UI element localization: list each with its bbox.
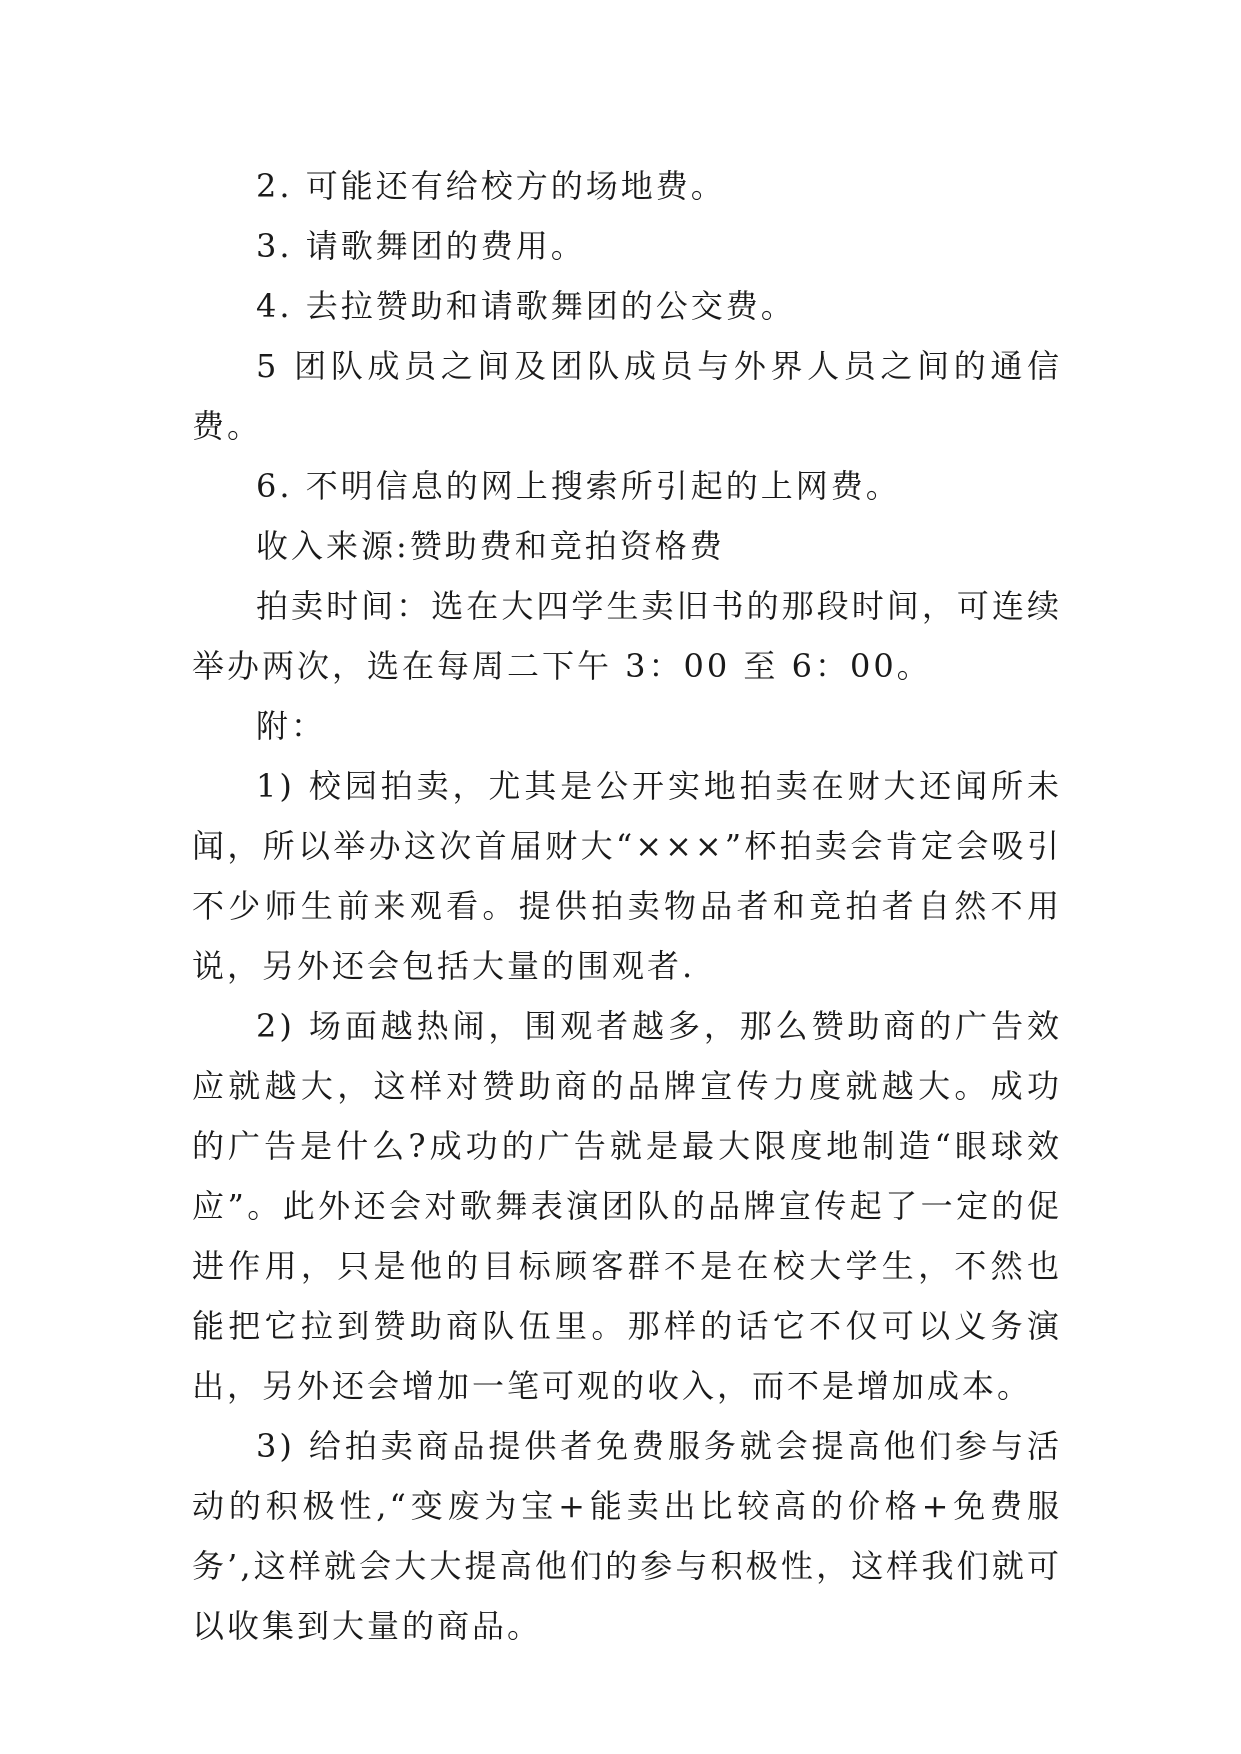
paragraph-appendix-3: 3) 给拍卖商品提供者免费服务就会提高他们参与活动的积极性,“变废为宝+能卖出比较高的价格+免费服务’,这样就会大大提高他们的参与积极性，这样我们就可以收集到大量的商品。	[192, 1427, 1062, 1645]
document-body	[192, 156, 1062, 1656]
paragraph-internet-fee: 6. 不明信息的网上搜索所引起的上网费。	[256, 467, 901, 505]
paragraph-appendix-heading: 附：	[256, 707, 327, 745]
paragraph-appendix-2: 2) 场面越热闹，围观者越多，那么赞助商的广告效应就越大，这样对赞助商的品牌宣传力度就越大。成功的广告是什么?成功的广告就是最大限度地制造“眼球效应”。此外还会对歌舞表演团队的品牌宣传起了一定的促进作用，只是他的目标顾客群不是在校大学生，不然也能把它拉到赞助商队伍里。那样的话它不仅可以义务演出，另外还会增加一笔可观的收入，而不是增加成本。	[192, 1007, 1062, 1405]
paragraph-appendix-1: 1) 校园拍卖，尤其是公开实地拍卖在财大还闻所未闻，所以举办这次首届财大“×××”杯拍卖会肯定会吸引不少师生前来观看。提供拍卖物品者和竞拍者自然不用说，另外还会包括大量的围观者.	[192, 767, 1062, 985]
paragraph-auction-time: 拍卖时间：选在大四学生卖旧书的那段时间，可连续举办两次，选在每周二下午 3：00 至 6：00。	[192, 587, 1062, 685]
paragraph-income-source: 收入来源:赞助费和竞拍资格费	[256, 527, 725, 565]
paragraph-transit-fee: 4. 去拉赞助和请歌舞团的公交费。	[256, 287, 796, 325]
paragraph-communication-fee: 5 团队成员之间及团队成员与外界人员之间的通信费。	[192, 347, 1062, 445]
paragraph-troupe-fee: 3. 请歌舞团的费用。	[256, 227, 586, 265]
paragraph-venue-fee: 2. 可能还有给校方的场地费。	[256, 167, 726, 205]
